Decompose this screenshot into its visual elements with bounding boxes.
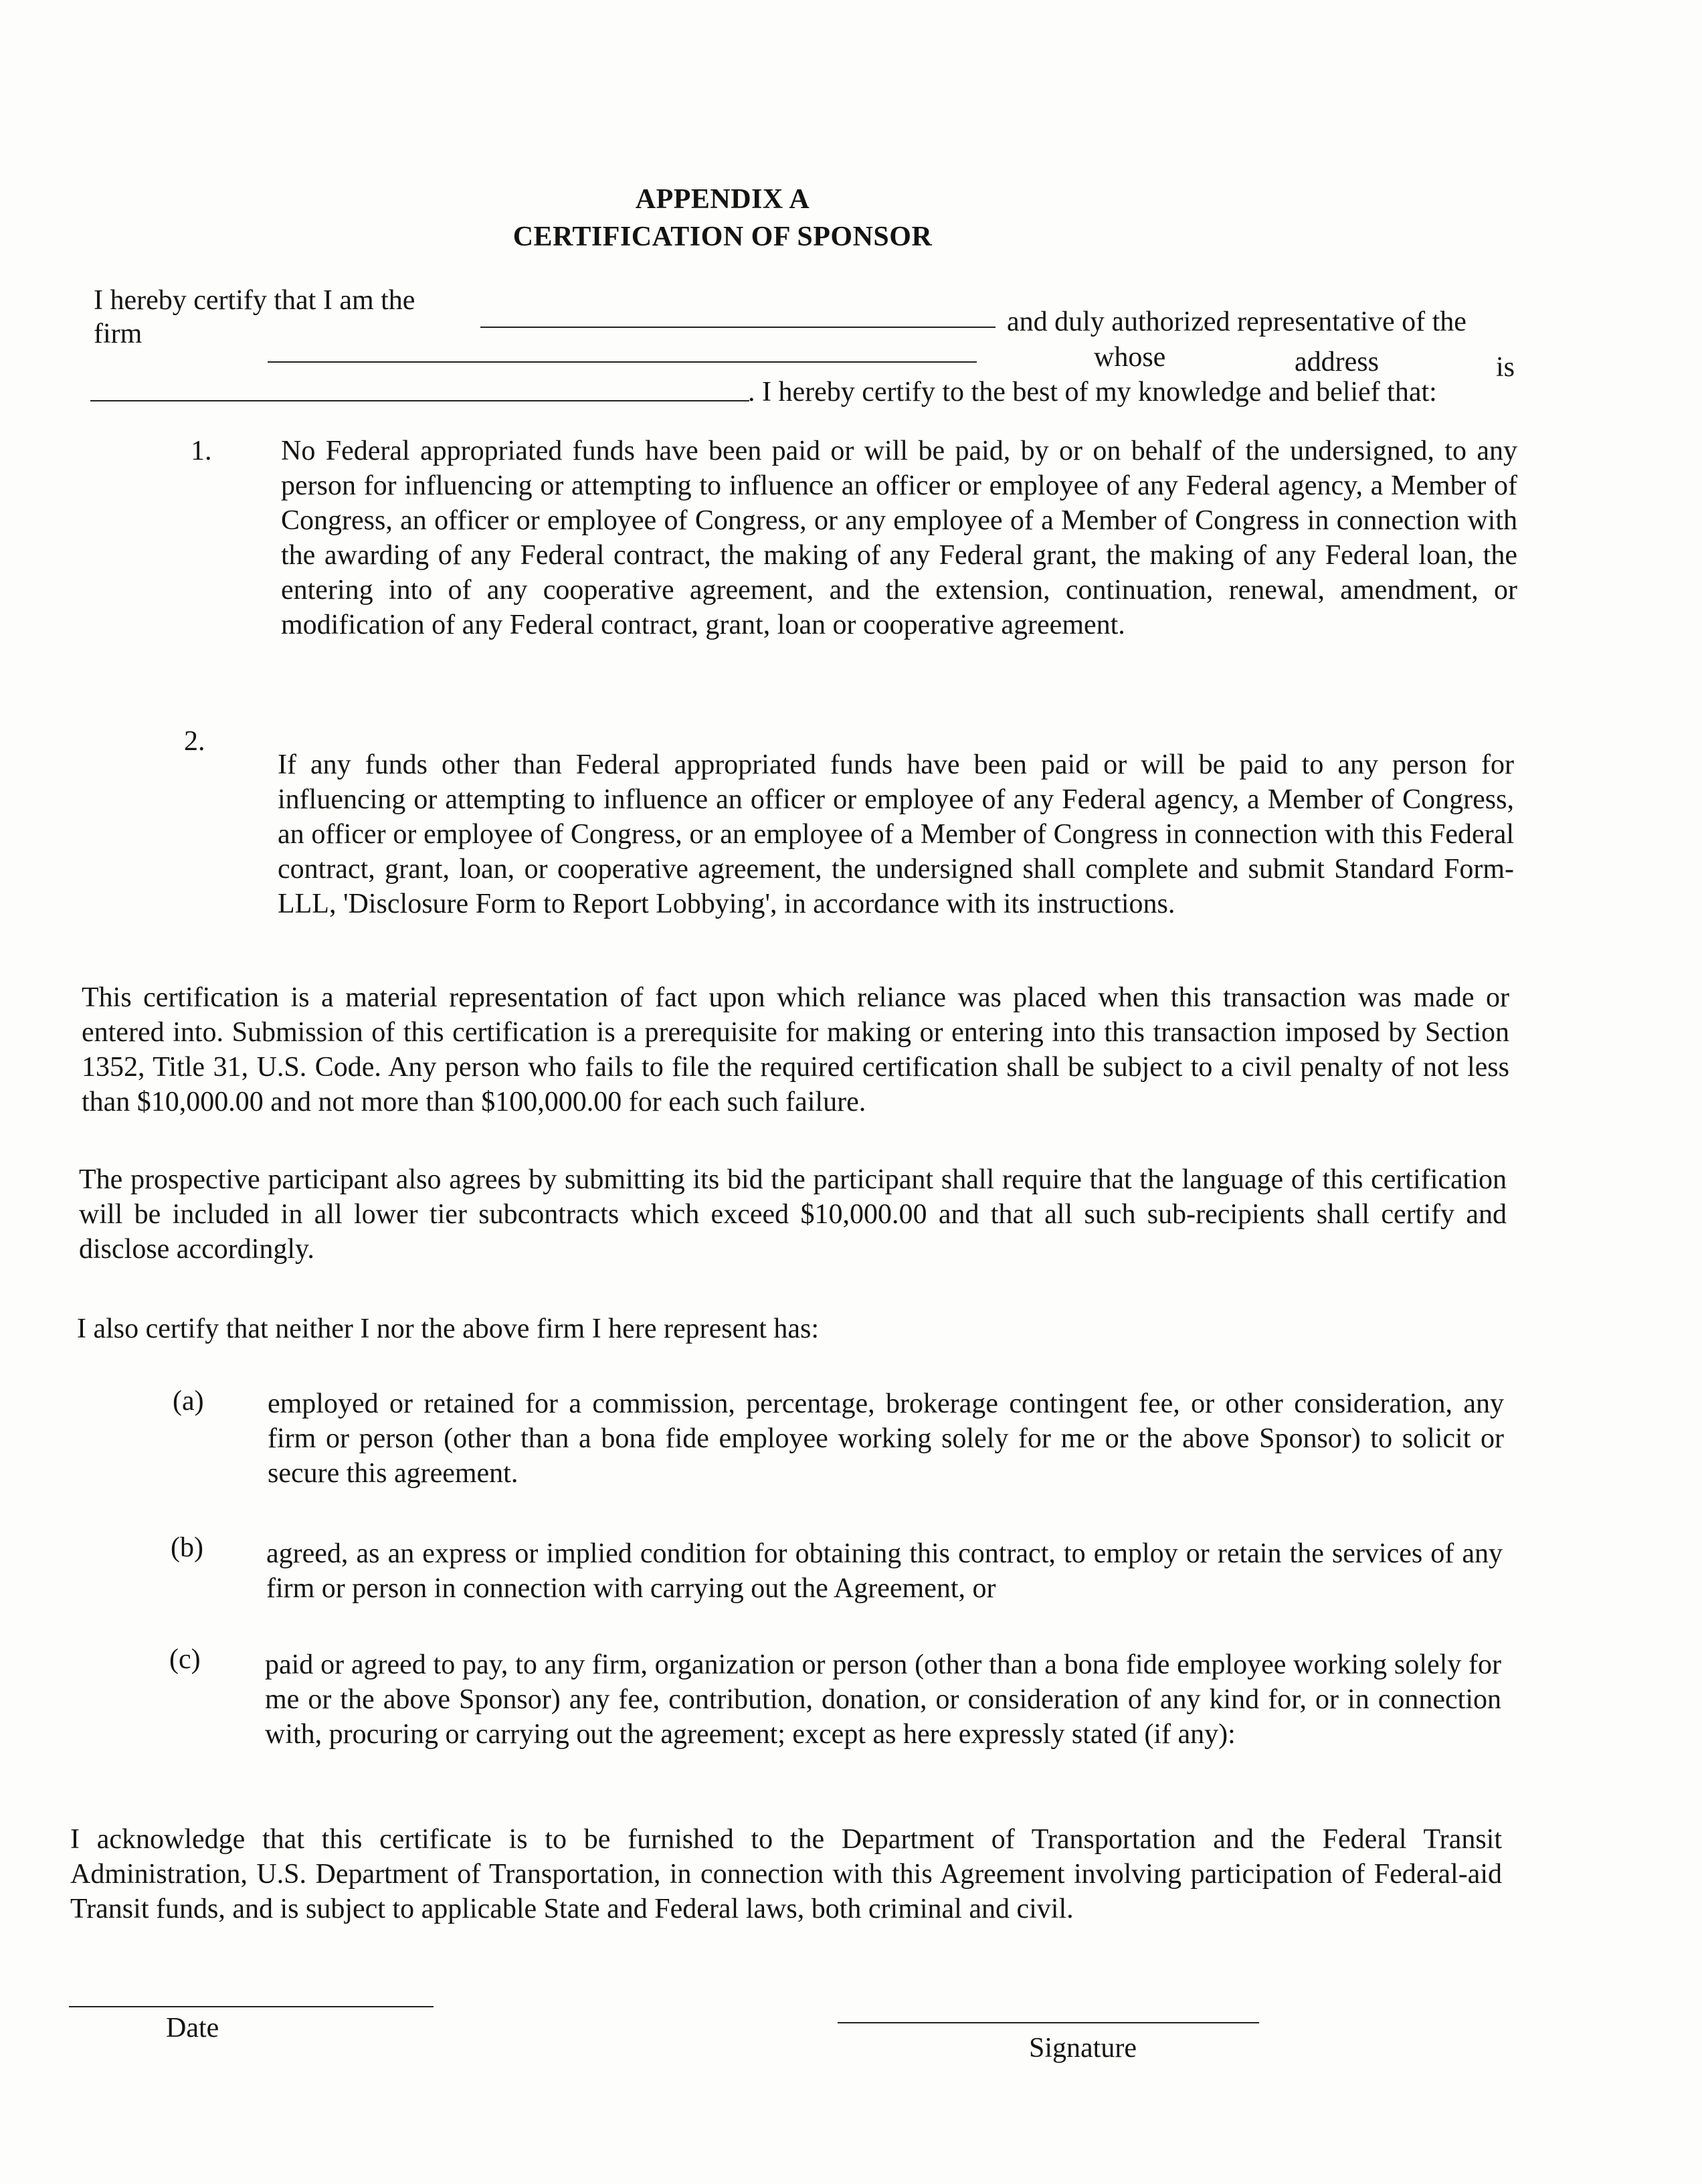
- item-c-text: paid or agreed to pay, to any firm, organization or person (other than a bona fide employee working solely for me or the above Sponsor) any fee, contribution, donation, or consideration of any kind for, or in connection with, procuring or carrying out the agreement; except as here expressly stated (if any):: [265, 1649, 1501, 1750]
- date-label: Date: [166, 2013, 219, 2043]
- address-word: address: [1295, 347, 1379, 377]
- certification-title: CERTIFICATION OF SPONSOR: [512, 221, 933, 252]
- appendix-title: APPENDIX A: [635, 184, 810, 215]
- firm-label: firm: [94, 318, 143, 349]
- signature-line[interactable]: [838, 2022, 1259, 2023]
- intro-line1-start: I hereby certify that I am the: [94, 285, 415, 316]
- item-2-text: If any funds other than Federal appropriated funds have been paid or will be paid to any person for influencing or attempting to influence an officer or employee of any Federal agency, a Member of Congress, an officer or employee of Congress, or an employee of a Member of Congress in connection with this Federal contract, grant, loan, or cooperative agreement, the undersigned shall complete and submit Standard Form-LLL, 'Disclosure Form to Report Lobbying', in accordance with its instructions.: [278, 749, 1514, 919]
- firm-blank[interactable]: [268, 361, 977, 363]
- item-1-number: 1.: [191, 436, 212, 466]
- title-block: [0, 181, 1445, 256]
- is-word: is: [1496, 352, 1515, 383]
- item-b-letter: (b): [171, 1532, 203, 1563]
- intro-line3-end: . I hereby certify to the best of my knowledge and belief that:: [748, 377, 1437, 407]
- item-2-number: 2.: [184, 726, 205, 757]
- address-blank[interactable]: [90, 400, 749, 401]
- date-line[interactable]: [69, 2006, 434, 2007]
- material-paragraph: This certification is a material representation of fact upon which reliance was placed when this transaction was made or entered into. Submission of this certification is a prerequisite for making or entering into this transaction imposed by Section 1352, Title 31, U.S. Code. Any person who fails to file the required certification shall be subject to a civil penalty of not less than $10,000.00 and not more than $100,000.00 for each such failure.: [82, 982, 1509, 1117]
- title-blank[interactable]: [480, 327, 996, 328]
- item-a-letter: (a): [173, 1386, 204, 1417]
- also-certify-line: I also certify that neither I nor the above firm I here represent has:: [77, 1313, 820, 1344]
- signature-label: Signature: [1029, 2033, 1137, 2064]
- intro-line1-end: and duly authorized representative of the: [1007, 306, 1467, 337]
- prospective-paragraph: The prospective participant also agrees by submitting its bid the participant shall require that the language of this certification will be included in all lower tier subcontracts which exceed $10,000.00 and that all such sub-recipients shall certify and disclose accordingly.: [79, 1164, 1507, 1265]
- acknowledge-paragraph: I acknowledge that this certificate is to be furnished to the Department of Transportation and the Federal Transit Administration, U.S. Department of Transportation, in connection with this Agreement involving participation of Federal-aid Transit funds, and is subject to applicable State and Federal laws, both criminal and civil.: [70, 1824, 1502, 1924]
- item-a-text: employed or retained for a commission, percentage, brokerage contingent fee, or other consideration, any firm or person (other than a bona fide employee working solely for me or the above Sponsor) to solicit or secure this agreement.: [268, 1388, 1504, 1489]
- whose-word: whose: [1094, 342, 1166, 373]
- item-b-text: agreed, as an express or implied condition for obtaining this contract, to employ or retain the services of any firm or person in connection with carrying out the Agreement, or: [266, 1538, 1503, 1604]
- item-c-letter: (c): [169, 1644, 201, 1675]
- item-1-text: No Federal appropriated funds have been paid or will be paid, by or on behalf of the undersigned, to any person for influencing or attempting to influence an officer or employee of any Federal agency, a Member of Congress, an officer or employee of Congress, or any employee of a Member of Congress in connection with the awarding of any Federal contract, the making of any Federal grant, the making of any Federal loan, the entering into of any cooperative agreement, and the extension, continuation, renewal, amendment, or modification of any Federal contract, grant, loan or cooperative agreement.: [281, 436, 1517, 640]
